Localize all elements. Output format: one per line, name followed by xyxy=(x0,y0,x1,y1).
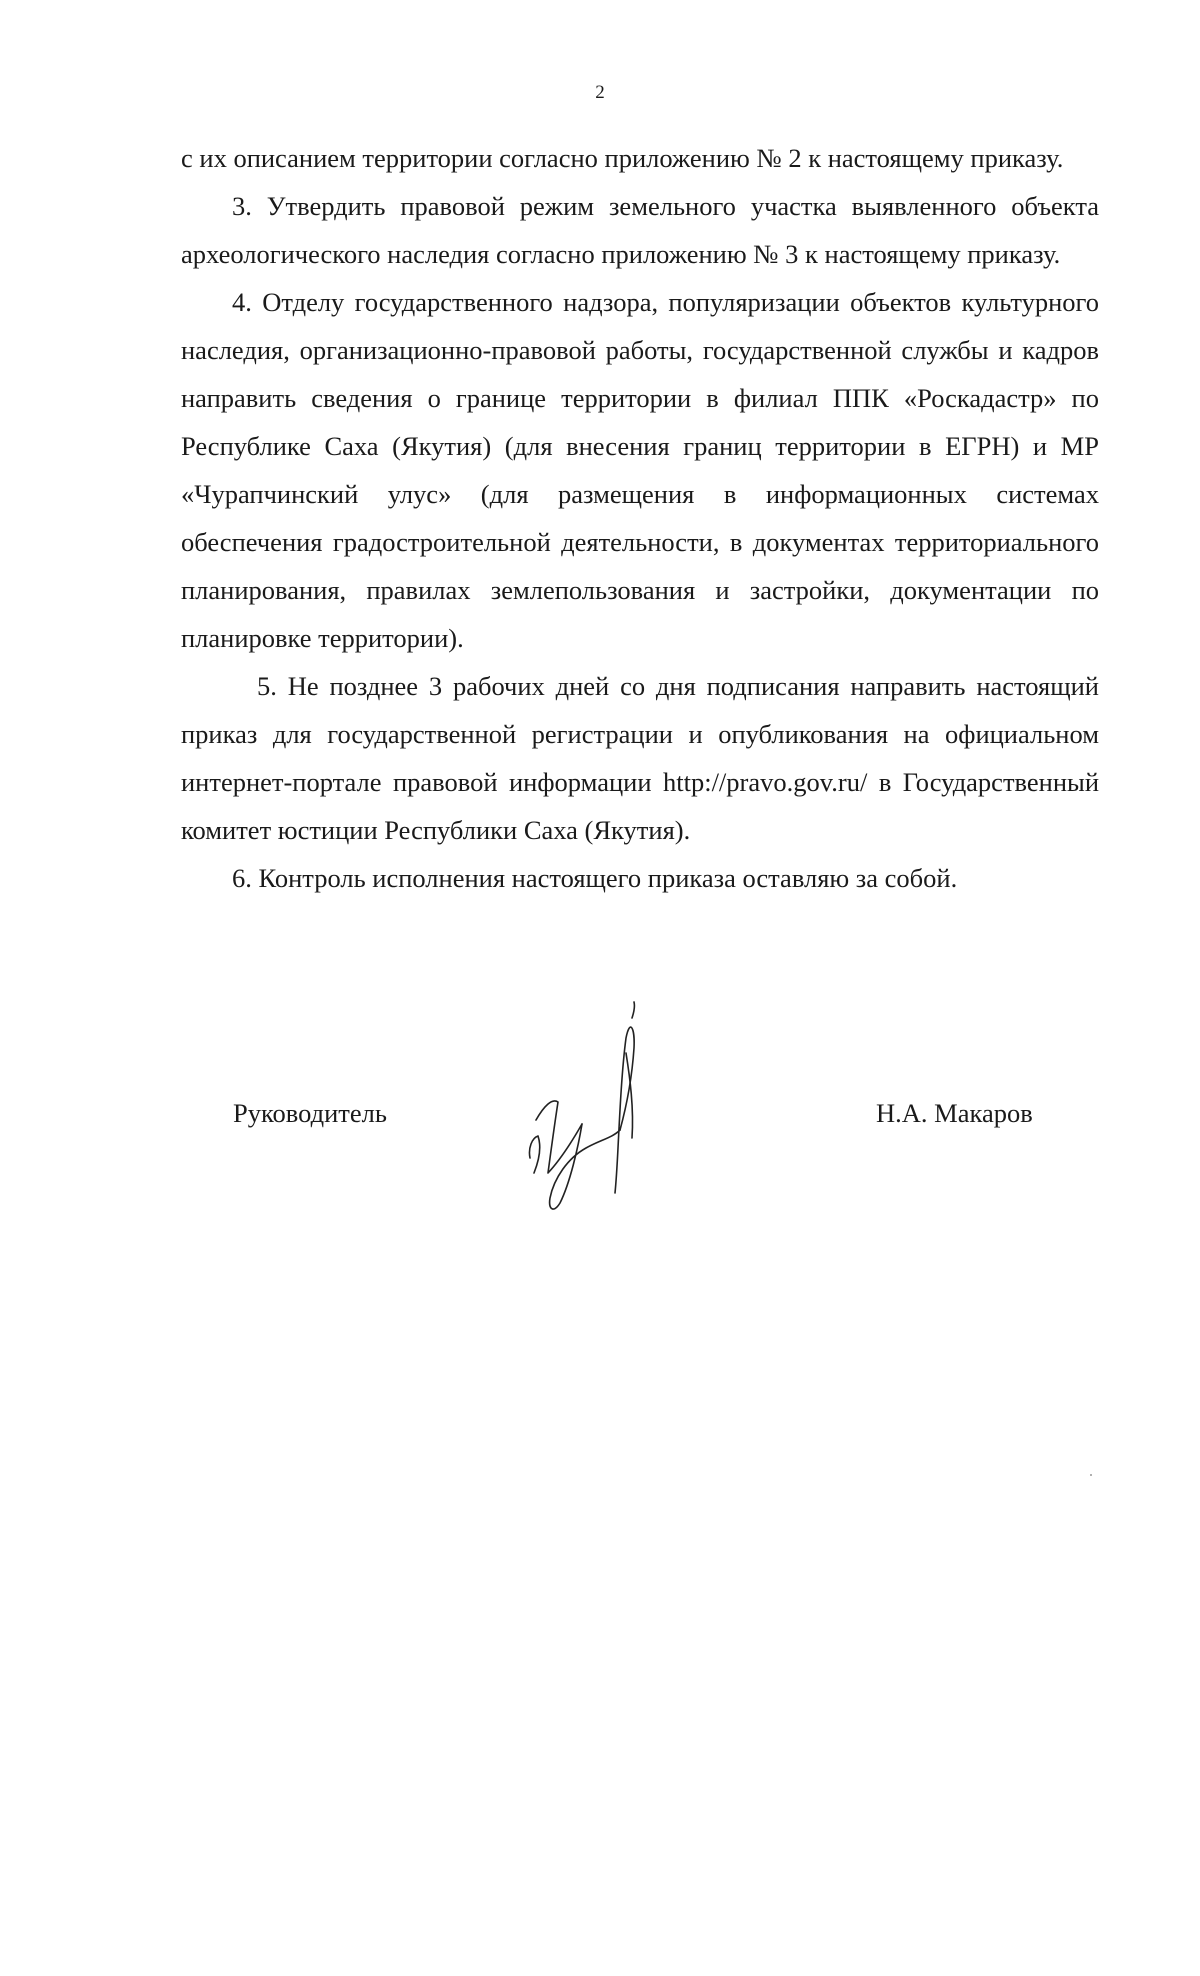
page-number: 2 xyxy=(595,82,605,103)
scan-speck xyxy=(1090,1474,1092,1476)
paragraph-4: 4. Отделу государственного надзора, популяризации объектов культурного наследия, организационно-правовой работы, государственной службы и кадров направить сведения о границе территории в филиал ППК «Роскадастр» по Республике Саха (Якутия) (для внесения границ территории в ЕГРН) и МР «Чурапчинский улус» (для размещения в информационных системах обеспечения градостроительной деятельности, в документах территориального планирования, правилах землепользования и застройки, документации по планировке территории). xyxy=(181,287,1099,653)
signature-block xyxy=(0,1090,1200,1240)
paragraph-6: 6. Контроль исполнения настоящего приказа оставляю за собой. xyxy=(232,863,958,893)
signatory-title: Руководитель xyxy=(233,1098,387,1128)
paragraph-continuation: с их описанием территории согласно приложению № 2 к настоящему приказу. xyxy=(181,143,1064,173)
handwritten-signature xyxy=(508,998,678,1218)
signatory-name: Н.А. Макаров xyxy=(876,1098,1033,1128)
paragraph-5: 5. Не позднее 3 рабочих дней со дня подписания направить настоящий приказ для государственной регистрации и опубликования на официальном интернет-портале правовой информации http://pravo.gov.ru/ в Государственный комитет юстиции Республики Саха (Якутия). xyxy=(181,671,1099,845)
paragraph-3: 3. Утвердить правовой режим земельного участка выявленного объекта археологического наследия согласно приложению № 3 к настоящему приказу. xyxy=(181,191,1099,269)
document-body xyxy=(181,134,1099,902)
